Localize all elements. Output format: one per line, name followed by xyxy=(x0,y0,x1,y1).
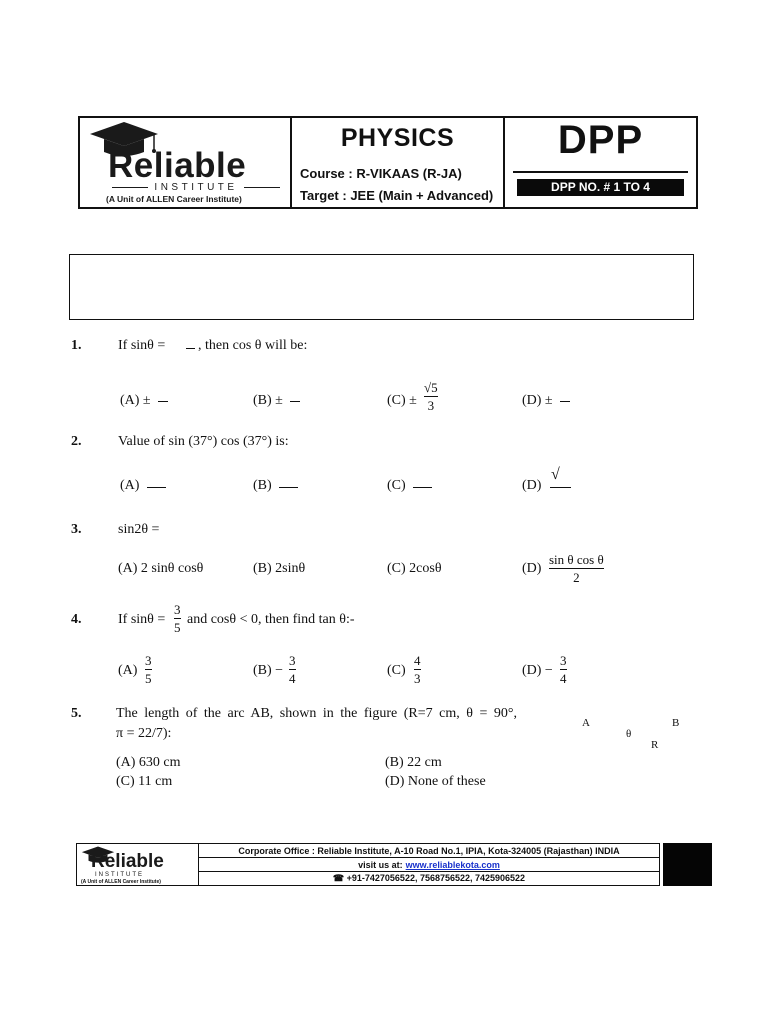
fraction-bar xyxy=(290,401,300,402)
logo-wordmark: Reliable xyxy=(108,146,247,185)
logo-tagline: (A Unit of ALLEN Career Institute) xyxy=(106,194,242,204)
fraction-numerator: 4 xyxy=(414,653,421,668)
question-number: 1. xyxy=(71,338,82,353)
footer-info xyxy=(199,844,659,885)
option-c-fraction xyxy=(414,654,421,685)
option-d: (D) xyxy=(522,561,542,576)
figure-label-theta: θ xyxy=(626,728,632,740)
option-c-fraction xyxy=(424,381,438,412)
fraction-denominator: 5 xyxy=(145,671,152,686)
fraction-numerator: √5 xyxy=(424,380,438,395)
page-footer xyxy=(76,843,660,886)
course-panel xyxy=(292,118,505,207)
document-header xyxy=(78,116,698,209)
option-b: (B) 2sinθ xyxy=(253,561,306,576)
question-fraction xyxy=(174,603,181,634)
institute-logo xyxy=(80,118,292,207)
fraction-denominator: 4 xyxy=(289,671,296,686)
option-c: (C) 11 cm xyxy=(116,774,173,789)
option-b: (B) − xyxy=(253,663,284,678)
option-d: (D) xyxy=(522,478,542,493)
question-text: If sinθ = xyxy=(118,612,166,627)
figure-label-a: A xyxy=(582,717,590,729)
question-text: The length of the arc AB, shown in the figure (R=7 cm, θ = 90°, xyxy=(116,706,517,721)
footer-office: Corporate Office : Reliable Institute, A-10 Road No.1, IPIA, Kota-324005 (Rajasthan) INDIA xyxy=(199,844,659,858)
footer-logo xyxy=(77,844,199,885)
footer-visit xyxy=(199,858,659,872)
footer-logo-tagline: (A Unit of ALLEN Career Institute) xyxy=(81,879,161,885)
footer-logo-wordmark: Reliable xyxy=(91,851,164,872)
dpp-panel xyxy=(505,118,696,207)
dpp-title: DPP xyxy=(557,118,644,162)
fraction-numerator: 3 xyxy=(560,653,567,668)
fraction-bar xyxy=(279,487,298,488)
option-d: (D) − xyxy=(522,663,553,678)
fraction-numerator: 3 xyxy=(289,653,296,668)
fraction-bar xyxy=(158,401,168,402)
option-d: (D) None of these xyxy=(385,774,486,789)
fraction-bar xyxy=(147,487,166,488)
option-c: (C) ± xyxy=(387,393,417,408)
option-c: (C) xyxy=(387,663,406,678)
website-link[interactable]: www.reliablekota.com xyxy=(405,859,500,870)
fraction-numerator: sin θ cos θ xyxy=(549,552,604,567)
figure-label-b: B xyxy=(672,717,680,729)
question-text: , then cos θ will be: xyxy=(198,338,308,353)
option-a: (A) ± xyxy=(120,393,151,408)
footer-logo-institute: INSTITUTE xyxy=(95,872,144,878)
fraction-denominator: 5 xyxy=(174,620,181,635)
question-text: and cosθ < 0, then find tan θ:- xyxy=(187,612,355,627)
fraction-bar xyxy=(560,401,570,402)
option-d-fraction xyxy=(560,654,567,685)
question-text: sin2θ = xyxy=(118,522,160,537)
sqrt-symbol: √ xyxy=(551,466,560,483)
fraction-denominator: 4 xyxy=(560,671,567,686)
option-a: (A) 630 cm xyxy=(116,755,181,770)
footer-black-block xyxy=(663,843,712,886)
question-text: Value of sin (37°) cos (37°) is: xyxy=(118,434,289,449)
fraction-bar xyxy=(550,487,571,488)
question-number: 5. xyxy=(71,706,82,721)
option-c: (C) 2cosθ xyxy=(387,561,442,576)
option-a: (A) 2 sinθ cosθ xyxy=(118,561,204,576)
fraction-bar xyxy=(413,487,432,488)
option-a: (A) xyxy=(120,478,140,493)
course-label: Course : R-VIKAAS (R-JA) xyxy=(300,166,462,181)
question-text: If sinθ = xyxy=(118,338,166,353)
logo-institute-text: INSTITUTE xyxy=(154,182,238,193)
visit-label: visit us at: xyxy=(358,859,403,870)
empty-box xyxy=(69,254,694,320)
fraction-denominator: 3 xyxy=(427,398,435,413)
subject-title: PHYSICS xyxy=(340,124,455,152)
option-d: (D) ± xyxy=(522,393,553,408)
question-number: 3. xyxy=(71,522,82,537)
option-a-fraction xyxy=(145,654,152,685)
fraction-denominator: 3 xyxy=(414,671,421,686)
dpp-number-badge: DPP NO. # 1 TO 4 xyxy=(517,179,684,196)
option-b: (B) 22 cm xyxy=(385,755,442,770)
fraction-numerator: 3 xyxy=(174,602,181,617)
option-d-fraction xyxy=(549,553,604,584)
question-text-cont: π = 22/7): xyxy=(116,726,172,741)
option-c: (C) xyxy=(387,478,406,493)
option-b: (B) xyxy=(253,478,272,493)
fraction-bar xyxy=(186,348,195,349)
fraction-numerator: 3 xyxy=(145,653,152,668)
question-number: 2. xyxy=(71,434,82,449)
question-number: 4. xyxy=(71,612,82,627)
figure-label-r: R xyxy=(651,739,659,751)
footer-phone: ☎ +91-7427056522, 7568756522, 7425906522 xyxy=(332,873,526,883)
divider xyxy=(513,171,688,173)
option-b-fraction xyxy=(289,654,296,685)
option-a: (A) xyxy=(118,663,138,678)
fraction-denominator: 2 xyxy=(573,570,580,585)
option-b: (B) ± xyxy=(253,393,283,408)
target-label: Target : JEE (Main + Advanced) xyxy=(300,188,494,203)
